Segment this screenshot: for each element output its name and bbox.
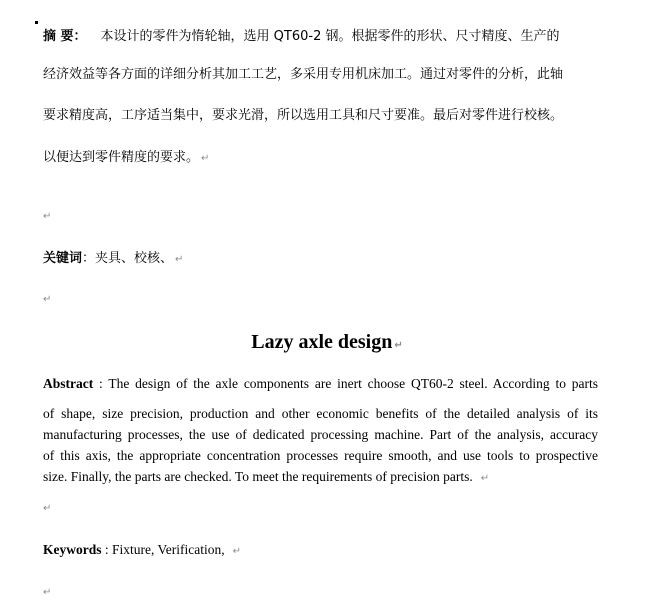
english-abstract-text-1: : The design of the axle components are inert choose QT60-2 steel. According to parts (93, 376, 598, 391)
empty-paragraph: ↵ (43, 294, 52, 305)
english-abstract-text-4: of this axis, the appropriate concentration processes require smooth, and use tools to prospective (43, 448, 598, 463)
chinese-keywords-line (43, 250, 183, 268)
english-keywords-label: Keywords (43, 542, 102, 557)
english-title-text: Lazy axle design (251, 331, 393, 353)
english-abstract-line-1 (43, 375, 598, 393)
english-abstract-line-3 (43, 426, 598, 444)
chinese-abstract-text-1: 本设计的零件为惰轮轴，选用 QT60-2 钢。根据零件的形状、尺寸精度、生产的 (100, 29, 560, 44)
english-abstract-label: Abstract (43, 376, 94, 391)
english-title (0, 329, 654, 359)
chinese-abstract-line-1 (43, 28, 559, 46)
chinese-abstract-text-4: 以便达到零件精度的要求。 (43, 150, 200, 165)
chinese-abstract-text-3: 要求精度高，工序适当集中，要求光滑，所以选用工具和尺寸要准。最后对零件进行校核。 (43, 108, 564, 123)
paragraph-mark: ↵ (175, 254, 184, 265)
english-abstract-text-2: of shape, size precision, production and other economic benefits of the detailed analysis of its (43, 406, 598, 421)
empty-paragraph: ↵ (43, 587, 52, 598)
paragraph-mark: ↵ (201, 153, 210, 164)
english-keywords-text: : Fixture, Verification, (101, 542, 225, 557)
empty-paragraph: ↵ (43, 503, 52, 514)
english-abstract-text-3: manufacturing processes, the use of dedicated processing machine. Part of the analysis, accuracy (43, 427, 598, 442)
english-abstract-line-4 (43, 447, 598, 465)
chinese-abstract-line-3 (43, 107, 563, 125)
english-keywords-line (43, 541, 241, 561)
english-abstract-text-5: size. Finally, the parts are checked. To meet the requirements of precision parts. (43, 469, 473, 484)
paragraph-mark: ↵ (232, 546, 241, 557)
chinese-abstract-line-2 (43, 66, 563, 84)
paragraph-mark: ↵ (394, 340, 403, 351)
chinese-abstract-text-2: 经济效益等各方面的详细分析其加工工艺，多采用专用机床加工。通过对零件的分析，此轴 (43, 67, 564, 82)
english-abstract-line-2 (43, 405, 598, 423)
chinese-abstract-line-4 (43, 149, 209, 167)
chinese-keywords-text: ：夹具、校核、 (82, 251, 174, 266)
chinese-abstract-label: 摘 要： (43, 29, 87, 44)
margin-corner-mark (35, 21, 38, 24)
paragraph-mark: ↵ (480, 473, 490, 484)
chinese-keywords-label: 关键词 (43, 251, 83, 266)
empty-paragraph: ↵ (43, 211, 52, 222)
english-abstract-line-5 (43, 468, 598, 486)
